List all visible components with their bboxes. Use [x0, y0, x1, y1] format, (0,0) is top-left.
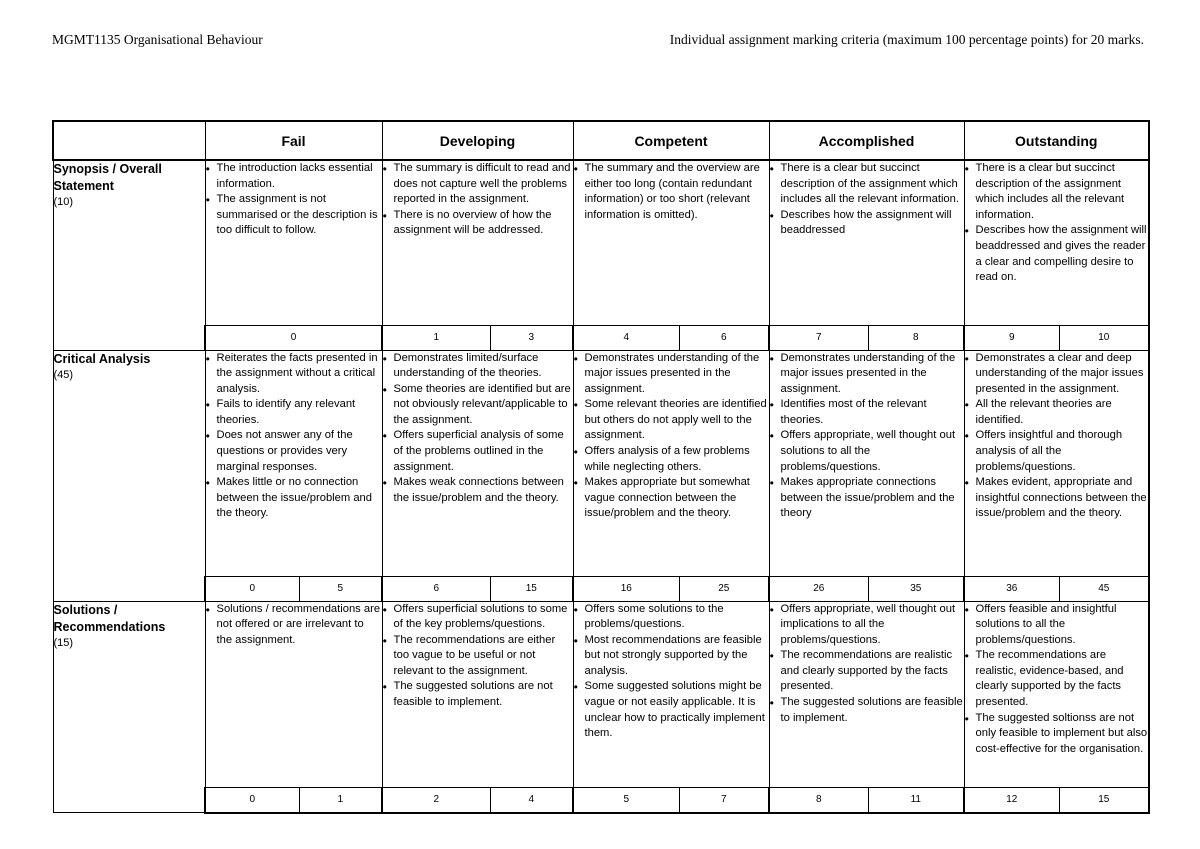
marking-rubric-table — [52, 120, 1150, 814]
criterion-header-blank — [53, 121, 205, 160]
descriptor-cell-accomplished — [769, 601, 964, 787]
score-cell-max: 35 — [868, 576, 964, 601]
descriptor-point: ● Offers insightful and thorough analysis of all the problems/questions. — [965, 428, 1149, 475]
descriptor-cell-fail — [205, 601, 382, 787]
score-cell-min: 12 — [964, 787, 1059, 813]
descriptor-cell-outstanding — [964, 160, 1149, 325]
descriptor-list — [770, 351, 964, 523]
descriptor-point: ● Does not answer any of the questions or provides very marginal responses. — [206, 428, 382, 475]
descriptor-point: ● There is no overview of how the assignment will be addressed. — [383, 208, 573, 239]
descriptor-list — [574, 351, 769, 523]
descriptor-list — [965, 161, 1149, 286]
descriptor-point: ● Offers appropriate, well thought out solutions to all the problems/questions. — [770, 428, 964, 475]
descriptor-point: ● Demonstrates limited/surface understanding of the theories. — [383, 351, 573, 382]
criterion-weight: (45) — [53, 368, 74, 381]
score-cell-min: 4 — [573, 325, 679, 350]
score-cell-max: 10 — [1059, 325, 1149, 350]
criterion-row — [53, 601, 1149, 787]
descriptor-point: ● The recommendations are realistic, evidence-based, and clearly supported by the facts presented. — [965, 648, 1149, 710]
descriptor-list — [770, 161, 964, 239]
descriptor-point: ● Makes appropriate but somewhat vague connection between the issue/problem and the theory. — [574, 475, 769, 522]
score-cell-min: 1 — [382, 325, 490, 350]
descriptor-point: ● The assignment is not summarised or the description is too difficult to follow. — [206, 192, 382, 239]
score-cell-min: 0 — [205, 576, 299, 601]
score-cell-max: 6 — [679, 325, 769, 350]
descriptor-cell-outstanding — [964, 350, 1149, 576]
score-cell-max: 4 — [490, 787, 573, 813]
descriptor-list — [206, 351, 382, 523]
descriptor-point: ● Offers feasible and insightful solutions to all the problems/questions. — [965, 602, 1149, 649]
descriptor-point: ● Demonstrates understanding of the major issues presented in the assignment. — [770, 351, 964, 398]
descriptor-list — [383, 351, 573, 507]
descriptor-cell-developing — [382, 160, 573, 325]
descriptor-point: ● Fails to identify any relevant theories. — [206, 397, 382, 428]
score-cell-min: 6 — [382, 576, 490, 601]
score-row — [53, 576, 1149, 601]
descriptor-point: ● Some suggested solutions might be vague or not easily applicable. It is unclear how to practically implement them. — [574, 679, 769, 741]
score-cell-max: 11 — [868, 787, 964, 813]
descriptor-point: ● Reiterates the facts presented in the assignment without a critical analysis. — [206, 351, 382, 398]
descriptor-cell-competent — [573, 350, 769, 576]
criterion-weight: (15) — [53, 636, 74, 649]
descriptor-cell-fail — [205, 160, 382, 325]
level-header-row — [53, 121, 1149, 160]
document-subtitle: Individual assignment marking criteria (maximum 100 percentage points) for 20 marks. — [669, 32, 1144, 47]
descriptor-point: ● Describes how the assignment will beaddressed — [770, 208, 964, 239]
page-header — [52, 32, 1144, 52]
criterion-weight: (10) — [53, 196, 74, 208]
criterion-name: Critical Analysis — [53, 351, 151, 366]
level-header-outstanding: Outstanding — [964, 121, 1149, 160]
score-row — [53, 325, 1149, 350]
score-cell-max: 25 — [679, 576, 769, 601]
score-cell-max: 5 — [299, 576, 382, 601]
descriptor-list — [574, 161, 769, 223]
score-cell-min: 2 — [382, 787, 490, 813]
descriptor-point: ● The summary and the overview are either too long (contain redundant information) or too short (relevant information is omitted). — [574, 161, 769, 223]
score-cell-min: 0 — [205, 787, 299, 813]
descriptor-point: ● Offers superficial analysis of some of the problems outlined in the assignment. — [383, 428, 573, 475]
criterion-name: Synopsis / Overall Statement — [53, 162, 162, 193]
descriptor-point: ● Makes little or no connection between the issue/problem and the theory. — [206, 475, 382, 522]
score-cell-min: 5 — [573, 787, 679, 813]
score-cell-min: 36 — [964, 576, 1059, 601]
score-cell-min: 16 — [573, 576, 679, 601]
descriptor-list — [770, 602, 964, 727]
criterion-cell — [53, 350, 205, 601]
course-title: MGMT1135 Organisational Behaviour — [52, 32, 263, 47]
descriptor-cell-accomplished — [769, 160, 964, 325]
score-cell-max: 3 — [490, 325, 573, 350]
score-cell-max: 8 — [868, 325, 964, 350]
descriptor-list — [383, 602, 573, 711]
descriptor-point: ● Offers some solutions to the problems/questions. — [574, 602, 769, 633]
score-cell-min: 26 — [769, 576, 868, 601]
criterion-name: Solutions / Recommendations — [53, 602, 166, 634]
descriptor-point: ● The recommendations are realistic and clearly supported by the facts presented. — [770, 648, 964, 695]
descriptor-cell-developing — [382, 601, 573, 787]
level-header-accomplished: Accomplished — [769, 121, 964, 160]
score-cell-min: 8 — [769, 787, 868, 813]
descriptor-point: ● Describes how the assignment will beaddressed and gives the reader a clear and compelling desire to read on. — [965, 223, 1149, 285]
score-row — [53, 787, 1149, 813]
descriptor-point: ● Makes weak connections between the issue/problem and the theory. — [383, 475, 573, 506]
descriptor-cell-competent — [573, 160, 769, 325]
descriptor-point: ● The suggested solutions are feasible to implement. — [770, 695, 964, 726]
descriptor-point: ● There is a clear but succinct description of the assignment which includes all the relevant information. — [770, 161, 964, 208]
score-cell-max: 15 — [1059, 787, 1149, 813]
descriptor-point: ● The suggested soltionss are not only feasible to implement but also cost-effective for the organisation. — [965, 711, 1149, 758]
descriptor-point: ● All the relevant theories are identified. — [965, 397, 1149, 428]
descriptor-cell-competent — [573, 601, 769, 787]
descriptor-list — [383, 161, 573, 239]
descriptor-list — [206, 161, 382, 239]
score-cell-min: 7 — [769, 325, 868, 350]
descriptor-list — [574, 602, 769, 742]
descriptor-cell-developing — [382, 350, 573, 576]
descriptor-point: ● Demonstrates understanding of the major issues presented in the assignment. — [574, 351, 769, 398]
descriptor-cell-outstanding — [964, 601, 1149, 787]
descriptor-point: ● Offers analysis of a few problems while neglecting others. — [574, 444, 769, 475]
descriptor-point: ● Makes evident, appropriate and insightful connections between the issue/problem and the theory. — [965, 475, 1149, 522]
level-header-competent: Competent — [573, 121, 769, 160]
score-cell: 0 — [205, 325, 382, 350]
score-cell-min: 9 — [964, 325, 1059, 350]
descriptor-cell-fail — [205, 350, 382, 576]
descriptor-point: ● Most recommendations are feasible but not strongly supported by the analysis. — [574, 633, 769, 680]
descriptor-list — [206, 602, 382, 649]
score-cell-max: 7 — [679, 787, 769, 813]
level-header-developing: Developing — [382, 121, 573, 160]
score-cell-max: 1 — [299, 787, 382, 813]
descriptor-point: ● Offers superficial solutions to some of the key problems/questions. — [383, 602, 573, 633]
criterion-row — [53, 350, 1149, 576]
criterion-cell — [53, 160, 205, 350]
score-cell-max: 45 — [1059, 576, 1149, 601]
descriptor-point: ● Demonstrates a clear and deep understanding of the major issues presented in the assignment. — [965, 351, 1149, 398]
descriptor-point: ● Solutions / recommendations are not offered or are irrelevant to the assignment. — [206, 602, 382, 649]
descriptor-cell-accomplished — [769, 350, 964, 576]
descriptor-point: ● Identifies most of the relevant theories. — [770, 397, 964, 428]
descriptor-point: ● The summary is difficult to read and does not capture well the problems reported in the assignment. — [383, 161, 573, 208]
descriptor-point: ● There is a clear but succinct description of the assignment which includes all the relevant information. — [965, 161, 1149, 223]
descriptor-point: ● Some theories are identified but are not obviously relevant/applicable to the assignment. — [383, 382, 573, 429]
criterion-cell — [53, 601, 205, 813]
descriptor-point: ● Makes appropriate connections between the issue/problem and the theory — [770, 475, 964, 522]
level-header-fail: Fail — [205, 121, 382, 160]
descriptor-point: ● The suggested solutions are not feasible to implement. — [383, 679, 573, 710]
criterion-row — [53, 160, 1149, 325]
descriptor-point: ● The introduction lacks essential information. — [206, 161, 382, 192]
descriptor-list — [965, 602, 1149, 758]
descriptor-point: ● Offers appropriate, well thought out implications to all the problems/questions. — [770, 602, 964, 649]
score-cell-max: 15 — [490, 576, 573, 601]
descriptor-list — [965, 351, 1149, 523]
descriptor-point: ● The recommendations are either too vague to be useful or not relevant to the assignment. — [383, 633, 573, 680]
descriptor-point: ● Some relevant theories are identified but others do not apply well to the assignment. — [574, 397, 769, 444]
